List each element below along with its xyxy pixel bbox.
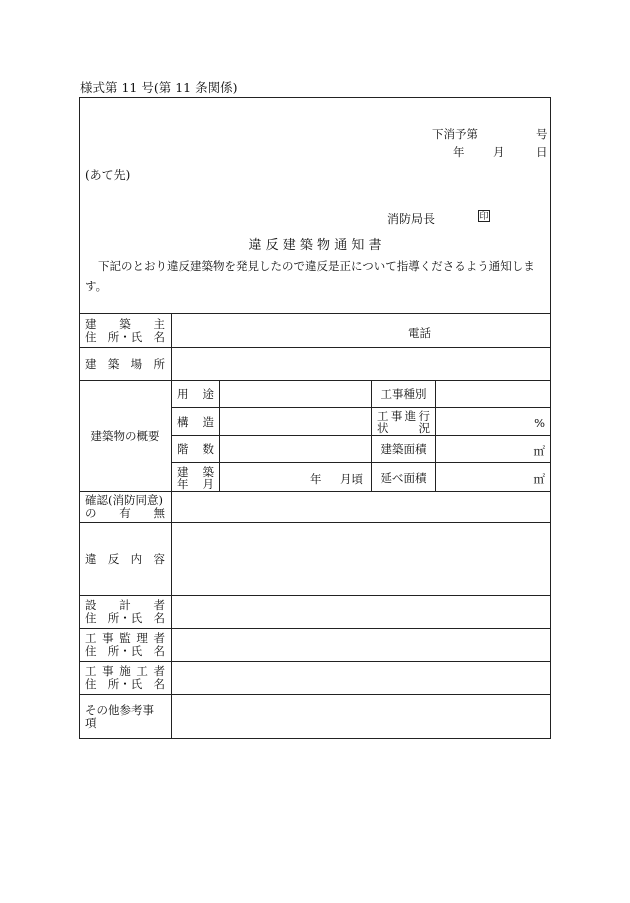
- label-char: 無: [153, 506, 165, 520]
- area-unit: ㎡: [533, 444, 545, 458]
- label-char: 状: [377, 420, 389, 435]
- label-structure: [172, 408, 220, 436]
- label-char: 内: [130, 551, 143, 566]
- value-structure: [220, 408, 372, 436]
- date-month: 月: [493, 145, 505, 159]
- label-built-date: [172, 463, 220, 492]
- label-char: 名: [153, 611, 165, 625]
- label-char: 建築物の概要: [90, 428, 160, 443]
- label-other-notes: [80, 695, 172, 738]
- label-char: 所: [153, 356, 165, 371]
- label-char: 況: [418, 420, 430, 435]
- label-char: 者: [153, 598, 165, 612]
- label-char: 住: [85, 677, 97, 691]
- label-char: 名: [153, 329, 165, 344]
- label-char: 構: [177, 414, 189, 429]
- label-supervisor: [80, 629, 172, 661]
- label-progress: [372, 408, 436, 436]
- row-violation: [80, 523, 550, 596]
- label-char: 名: [153, 677, 165, 691]
- label-char: 行: [418, 408, 430, 423]
- label-designer: [80, 596, 172, 628]
- label-char: 造: [202, 414, 214, 429]
- label-char: 築: [202, 464, 214, 479]
- label-char: 用: [177, 387, 189, 401]
- date-day: 日: [536, 145, 548, 159]
- label-char: 住: [85, 611, 97, 625]
- form-header: [80, 98, 550, 314]
- label-char: 工: [136, 664, 148, 678]
- label-char: 事: [390, 408, 403, 423]
- label-char: 工: [377, 408, 389, 423]
- label-char: 途: [202, 387, 214, 401]
- label-char: 確認(消防同意): [85, 493, 163, 507]
- label-char: の: [85, 506, 97, 520]
- percent-unit: %: [534, 416, 545, 430]
- label-owner: [80, 314, 172, 347]
- body-text-line1: 下記のとおり違反建築物を発見したので違反是正について指導くださるよう通知しま: [98, 259, 535, 273]
- label-char: 築: [119, 316, 131, 331]
- form-number: 様式第 11 号(第 11 条関係): [80, 80, 238, 95]
- label-floor-area: [372, 463, 436, 492]
- value-floor-area: [436, 463, 550, 492]
- date-year: 年: [453, 145, 465, 159]
- doc-number-prefix: 下消予第: [432, 127, 478, 141]
- label-confirmation: [80, 492, 172, 522]
- label-char: 工: [85, 664, 97, 678]
- label-char: 所・氏: [107, 329, 143, 344]
- label-violation: [80, 523, 172, 595]
- label-char: 設: [85, 598, 97, 612]
- label-floors: [172, 436, 220, 463]
- label-char: 住: [85, 329, 97, 344]
- row-other-notes: [80, 695, 550, 738]
- label-char: 所・氏: [107, 611, 143, 625]
- label-char: 工: [85, 631, 97, 645]
- label-char: 月: [202, 476, 214, 491]
- addressee: (あて先): [85, 168, 131, 182]
- label-char: 事: [102, 664, 114, 678]
- notice-form: [79, 97, 551, 739]
- row-overview: [80, 381, 550, 492]
- label-location: [80, 348, 172, 380]
- label-char: 違: [85, 551, 97, 566]
- label-char: 所・氏: [107, 644, 143, 658]
- label-contractor: [80, 662, 172, 694]
- label-char: 進: [404, 408, 417, 423]
- label-char: 者: [153, 664, 165, 678]
- label-use: [172, 381, 220, 408]
- label-char: 建築面積: [380, 442, 427, 456]
- label-char: 場: [130, 356, 143, 371]
- value-built-date: [220, 463, 372, 492]
- document-title: 違 反 建 築 物 通 知 書: [248, 238, 382, 253]
- row-confirmation: [80, 492, 550, 523]
- label-char: 工事種別: [380, 387, 427, 401]
- doc-number-suffix: 号: [536, 127, 548, 141]
- label-work-type: [372, 381, 436, 408]
- body-text-line2: す。: [85, 279, 108, 293]
- label-char: 建: [85, 316, 97, 331]
- label-char: 監: [119, 631, 131, 645]
- label-char: 階: [177, 442, 189, 456]
- label-char: 有: [119, 506, 131, 520]
- value-progress: [436, 408, 550, 436]
- value-use: [220, 381, 372, 408]
- label-char: その他参考事項: [85, 702, 154, 730]
- label-char: 数: [202, 442, 214, 456]
- row-designer: [80, 596, 550, 629]
- label-building-area: [372, 436, 436, 463]
- phone-label: 電話: [408, 326, 431, 340]
- row-owner: [80, 314, 550, 348]
- seal-mark: 印: [479, 212, 489, 222]
- row-location: [80, 348, 550, 381]
- label-char: 反: [107, 551, 120, 566]
- value-building-area: [436, 436, 550, 463]
- built-year-label: 年: [310, 472, 322, 486]
- label-char: 建: [177, 464, 189, 479]
- label-char: 延べ面積: [380, 470, 427, 485]
- value-floors: [220, 436, 372, 463]
- label-char: 建: [85, 356, 97, 371]
- label-char: 所・氏: [107, 677, 143, 691]
- label-char: 事: [102, 631, 114, 645]
- row-supervisor: [80, 629, 550, 662]
- value-work-type: [436, 381, 550, 408]
- floor-area-unit: ㎡: [533, 472, 545, 486]
- issuer-title: 消防局長: [387, 212, 436, 226]
- label-char: 理: [136, 631, 148, 645]
- label-char: 施: [119, 664, 131, 678]
- label-char: 築: [107, 356, 120, 371]
- label-char: 名: [153, 644, 165, 658]
- label-char: 年: [177, 476, 189, 491]
- label-char: 計: [119, 598, 131, 612]
- label-char: 者: [153, 631, 165, 645]
- built-month-label: 月頃: [340, 472, 363, 486]
- label-char: 容: [153, 551, 165, 566]
- label-char: 住: [85, 644, 97, 658]
- label-char: 主: [153, 316, 165, 331]
- row-contractor: [80, 662, 550, 695]
- label-overview: [80, 381, 172, 491]
